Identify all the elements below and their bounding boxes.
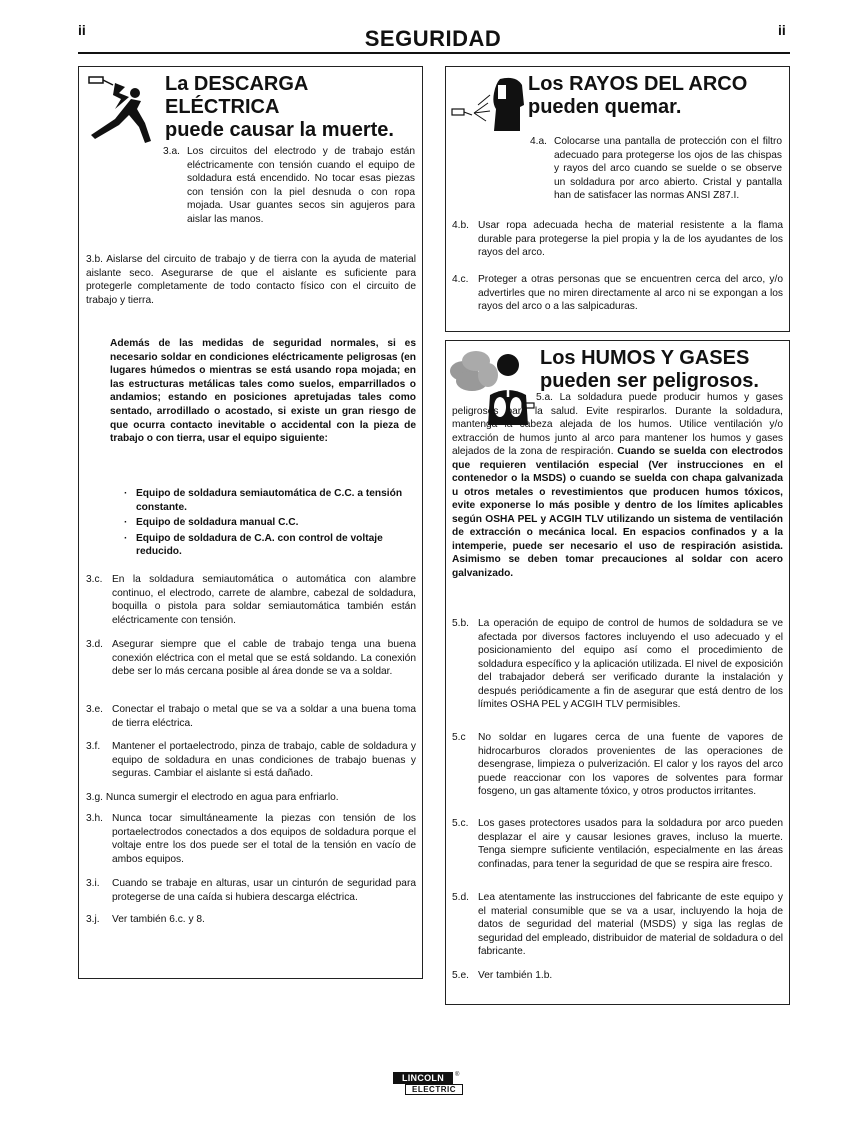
lincoln-electric-logo: LINCOLN ELECTRIC ® xyxy=(393,1072,465,1096)
arc-title: Los RAYOS DEL ARCO pueden quemar. xyxy=(528,73,748,118)
page-number-left: ii xyxy=(78,22,86,38)
shock-title: La DESCARGA ELÉCTRICA puede causar la muerte. xyxy=(165,73,394,141)
header-rule xyxy=(78,52,790,54)
item-3i: 3.i. Cuando se trabaje en alturas, usar un cinturón de seguridad para protegerse de una caída si hubiera descarga eléctrica. xyxy=(86,878,416,903)
shock-notice: Además de las medidas de seguridad normales, si es necesario soldar en condiciones eléctricamente peligrosas (en lugares húmedos o mientras se está usando ropa mojada; en las estructuras metálicas tales como suelos, emparrillados o andamios; estando en posiciones apretujadas tales como sentado, arrodillado o acostado, si existe un gran riesgo de que ocurra contacto inevitable o accidental con la pieza de trabajo o con tierra, usar el equipo siguiente: xyxy=(110,338,416,445)
arc-rays-section xyxy=(445,66,790,332)
item-5a: 5.a. La soldadura puede producir humos y gases peligrosos para la salud. Evite respirarlos. Durante la soldadura, mantenga la cabeza alejada de los humos. Utilice ventilación y/o extracción de humos junto al arco para mantener los humos y gases alejados de la zona de respiración. Cuando se suelda con electrodos que requieren ventilación especial (Ver instrucciones en el contenedor o la MSDS) o cuando se suelda con chapa galvanizada u otros metales o revestimientos que producen humos tóxicos, evite exponerse lo más posible y dentro de los límites aplicables según OSHA PEL y ACGIH TLV utilizando un sistema de ventilación de extracción o mecánica local. En espacios confinados y a la intemperie, puede ser necesario el uso de respiración asistida. Asimismo se deben tomar precauciones al soldar con acero galvanizado. xyxy=(452,392,783,579)
item-5c-second: 5.c. Los gases protectores usados para la soldadura por arco pueden desplazar el aire y causar lesiones graves, incluso la muerte. Tenga siempre suficiente ventilación, especialmente en las áreas confinadas, para tener la seguridad de que se respira aire fresco. xyxy=(452,818,783,870)
item-5b: 5.b. La operación de equipo de control de humos de soldadura se ve afectada por diversos factores incluyendo el uso adecuado y el posicionamiento del equipo así como el procedimiento de soldadura específico y la aplicación utilizada. El nivel de exposición del trabajador deberá ser verificado durante la instalación y después periódicamente a fin de asegurar que está dentro de los límites OSHA PEL y ACGIH TLV permisibles. xyxy=(452,618,783,710)
item-5d: 5.d. Lea atentamente las instrucciones del fabricante de este equipo y el material consumible que se va a usar, incluyendo la hoja de datos de seguridad del material (MSDS) y siga las reglas de seguridad del empleado, distribuidor de material de soldadura o del fabricante. xyxy=(452,892,783,957)
list-item: · Equipo de soldadura de C.A. con control de voltaje reducido. xyxy=(124,532,414,559)
item-4c: 4.c. Proteger a otras personas que se encuentren cerca del arco, y/o advertirles que no miren directamente al arco ni se expongan a los rayos del arco o a las salpicaduras. xyxy=(452,274,783,312)
item-5e: 5.e. Ver también 1.b. xyxy=(452,970,553,981)
item-3a: 3.a. Los circuitos del electrodo y de trabajo están eléctricamente con tensión cuando el equipo de soldadura está encendido. No tocar esas piezas con tensión con la piel desnuda o con ropa mojada. Usar guantes secos sin agujeros para aislar las manos. xyxy=(163,146,415,225)
arc-rays-icon xyxy=(450,73,530,133)
item-3e: 3.e. Conectar el trabajo o metal que se va a soldar a una buena toma de tierra eléctrica. xyxy=(86,704,416,729)
item-3h: 3.h. Nunca tocar simultáneamente la piezas con tensión de los portaelectrodos conectados a dos equipos de soldadura porque el voltaje entre los dos puede ser el total de la tensión en vacío de ambos equipos. xyxy=(86,813,416,865)
item-4a: 4.a. Colocarse una pantalla de protección con el filtro adecuado para protegerse los ojos de las chispas y rayos del arco cuando se suelde o se observe un soldadura por arco abierto. Cristal y pantalla han de satisfacer las normas ANSI Z87.I. xyxy=(530,136,782,201)
page-number-right: ii xyxy=(778,22,786,38)
item-3f: 3.f. Mantener el portaelectrodo, pinza de trabajo, cable de soldadura y equipo de soldadura en unas condiciones de trabajo buenas y seguras. Cambiar el aislante si está dañado. xyxy=(86,741,416,779)
item-5c-first: 5.c No soldar en lugares cerca de una fuente de vapores de hidrocarburos clorados provenientes de las operaciones de desengrase, limpieza o pulverización. El calor y los rayos del arco puede reaccionar con los vapores de solventes para formar fosgeno, un gas altamente tóxico, y otros productos irritantes. xyxy=(452,732,783,797)
item-3j: 3.j. Ver también 6.c. y 8. xyxy=(86,914,205,925)
equipment-list xyxy=(124,487,414,561)
item-4b: 4.b. Usar ropa adecuada hecha de material resistente a la flama durable para protegerse la piel propia y la de los ayudantes de los rayos del arco. xyxy=(452,220,783,258)
item-3c: 3.c. En la soldadura semiautomática o automática con alambre continuo, el electrodo, carrete de alambre, cabezal de soldadura, boquilla o pistola para soldar semiautomática también están eléctricamente con tensión. xyxy=(86,574,416,626)
item-3g: 3.g. Nunca sumergir el electrodo en agua para enfriarlo. xyxy=(86,792,339,803)
electric-shock-section xyxy=(78,66,423,979)
electric-shock-icon xyxy=(85,73,157,145)
list-item: · Equipo de soldadura semiautomática de C.C. a tensión constante. xyxy=(124,487,414,514)
item-3b: 3.b. Aislarse del circuito de trabajo y de tierra con la ayuda de material aislante seco. Asegurarse de que el aislante es suficiente para protegerle completamente de todo contacto físico con el circuito de trabajo y tierra. xyxy=(86,254,416,306)
page-title: SEGURIDAD xyxy=(364,26,502,51)
item-3d: 3.d. Asegurar siempre que el cable de trabajo tenga una buena conexión eléctrica con el metal que se está soldando. La conexión debe ser lo más cercana posible al área donde se va a soldar. xyxy=(86,639,416,677)
fumes-title: Los HUMOS Y GASES pueden ser peligrosos. xyxy=(540,347,759,392)
list-item: · Equipo de soldadura manual C.C. xyxy=(124,516,414,530)
fumes-gases-section xyxy=(445,340,790,1005)
